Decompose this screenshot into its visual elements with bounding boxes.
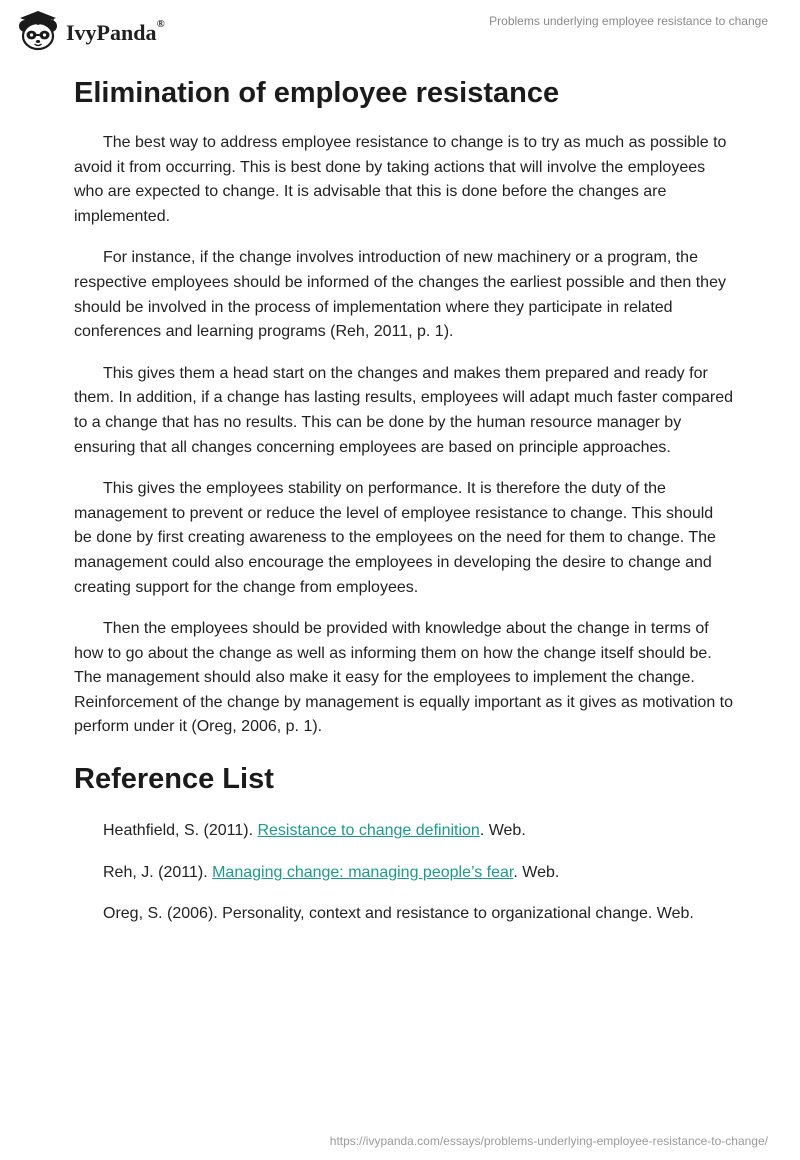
panda-graduate-icon[interactable] [16,9,60,53]
essay-content [74,72,734,944]
paragraph: This gives them a head start on the changes and makes them prepared and ready for them. In addition, if a change has lasting results, employees will adapt much faster compared to a change that has no results. This can be done by the human resource manager by ensuring that all changes concerning employees are based on principle approaches. [74,364,734,456]
reference-suffix: . Web. [479,822,526,840]
reference-suffix: . Web. [513,863,560,881]
paragraph: This gives the employees stability on performance. It is therefore the duty of the management to prevent or reduce the level of employee resistance to change. This should be done by first creating awareness to the employees on the need for them to change. The management could also encourage the employees in developing the desire to change and creating support for the change from employees. [74,480,716,596]
reference-prefix: Heathfield, S. (2011). [103,822,258,840]
reference-item [103,819,734,844]
brand-name: IvyPanda [66,20,157,45]
reference-item [103,861,734,886]
brand-logo-text[interactable] [66,20,165,46]
paragraph: Then the employees should be provided with knowledge about the change in terms of how to go about the change as well as informing them on how the change itself should be. The management should also make it easy for the employees to implement the change. Reinforcement of the change by management is equally important as it gives as motivation to perform under it (Oreg, 2006, p. 1). [74,620,734,736]
reference-link[interactable]: Managing change: managing people’s fear [212,863,514,881]
section-heading-references: Reference List [74,763,274,796]
paragraph: For instance, if the change involves introduction of new machinery or a program, the respective employees should be informed of the changes the earliest possible and then they should be involved in the process of implementation where they participate in related conferences and learning programs (Reh, 2011, p. 1). [74,249,726,341]
section-heading-elimination: Elimination of employee resistance [74,77,560,109]
paragraph: The best way to address employee resistance to change is to try as much as possible to avoid it from occurring. This is best done by taking actions that will involve the employees who are expected to change. It is advisable that this is done before the changes are implemented. [74,134,727,225]
page-header [0,0,800,60]
reference-list [74,819,734,927]
reference-item [103,902,734,927]
reference-prefix: Reh, J. (2011). [103,863,213,881]
document-title: Problems underlying employee resistance to change [489,14,768,28]
footer-url: https://ivypanda.com/essays/problems-underlying-employee-resistance-to-change/ [329,1134,768,1148]
registered-mark: ® [156,18,165,30]
reference-text: Oreg, S. (2006). Personality, context and resistance to organizational change. Web. [103,905,694,923]
reference-link[interactable]: Resistance to change definition [257,822,480,840]
